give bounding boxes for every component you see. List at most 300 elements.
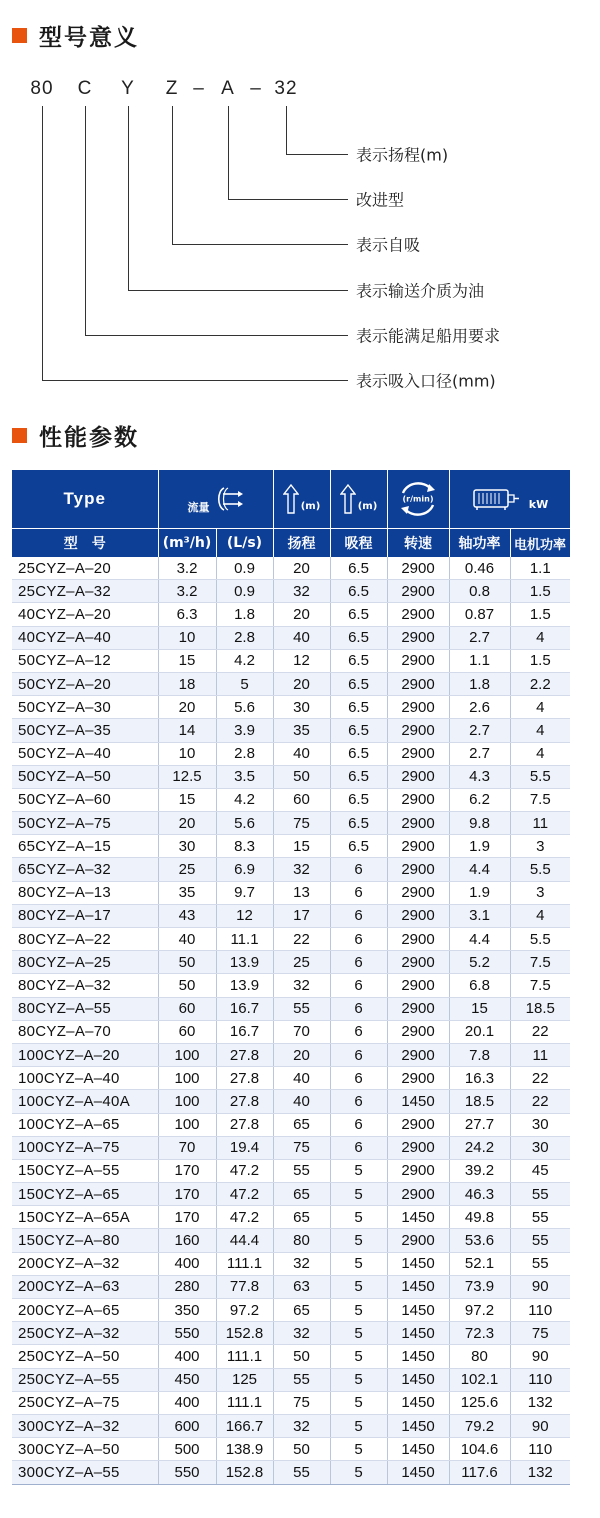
cell-shaft-power: 39.2 (449, 1159, 510, 1182)
cell-flow-m3h: 550 (158, 1461, 216, 1484)
cell-flow-ls: 9.7 (216, 881, 273, 904)
cell-head: 32 (273, 1252, 330, 1275)
cell-flow-ls: 11.1 (216, 928, 273, 951)
cell-model: 40CYZ–A–20 (12, 603, 158, 626)
cell-shaft-power: 16.3 (449, 1067, 510, 1090)
cell-suction: 6.5 (330, 765, 387, 788)
connector-line (228, 199, 348, 200)
cell-shaft-power: 1.8 (449, 672, 510, 695)
cell-suction: 5 (330, 1438, 387, 1461)
table-row (12, 580, 570, 603)
cell-head: 75 (273, 812, 330, 835)
cell-flow-ls: 6.9 (216, 858, 273, 881)
cell-suction: 6.5 (330, 742, 387, 765)
cell-flow-ls: 111.1 (216, 1252, 273, 1275)
code-part-diameter: 80 (30, 78, 54, 99)
table-row (12, 788, 570, 811)
code-part-a: A (221, 78, 235, 99)
cell-model: 100CYZ–A–20 (12, 1043, 158, 1066)
table-row (12, 1183, 570, 1206)
cell-speed: 2900 (387, 788, 449, 811)
cell-head: 32 (273, 1322, 330, 1345)
cell-shaft-power: 49.8 (449, 1206, 510, 1229)
cell-motor-power: 11 (510, 812, 570, 835)
cell-speed: 2900 (387, 1159, 449, 1182)
cell-suction: 6.5 (330, 696, 387, 719)
cell-suction: 5 (330, 1322, 387, 1345)
table-row (12, 1113, 570, 1136)
cell-model: 100CYZ–A–65 (12, 1113, 158, 1136)
cell-suction: 6 (330, 1136, 387, 1159)
cell-flow-ls: 152.8 (216, 1461, 273, 1484)
cell-shaft-power: 4.4 (449, 928, 510, 951)
connector-line (42, 380, 348, 381)
cell-suction: 6 (330, 881, 387, 904)
cell-flow-ls: 47.2 (216, 1206, 273, 1229)
table-row (12, 1461, 570, 1484)
cell-flow-ls: 16.7 (216, 1020, 273, 1043)
cell-speed: 2900 (387, 974, 449, 997)
cell-head: 65 (273, 1299, 330, 1322)
cell-shaft-power: 1.1 (449, 649, 510, 672)
cell-model: 65CYZ–A–15 (12, 835, 158, 858)
cell-motor-power: 3 (510, 835, 570, 858)
table-row (12, 1229, 570, 1252)
cell-flow-m3h: 170 (158, 1206, 216, 1229)
cell-speed: 2900 (387, 649, 449, 672)
cell-model: 80CYZ–A–32 (12, 974, 158, 997)
cell-shaft-power: 104.6 (449, 1438, 510, 1461)
cell-flow-m3h: 170 (158, 1159, 216, 1182)
section-title-performance (12, 420, 139, 450)
code-part-head: 32 (274, 78, 298, 99)
cell-flow-m3h: 400 (158, 1345, 216, 1368)
cell-shaft-power: 2.7 (449, 719, 510, 742)
cell-shaft-power: 24.2 (449, 1136, 510, 1159)
cell-head: 60 (273, 788, 330, 811)
cell-flow-ls: 47.2 (216, 1183, 273, 1206)
cell-model: 250CYZ–A–50 (12, 1345, 158, 1368)
cell-head: 32 (273, 580, 330, 603)
cell-flow-m3h: 3.2 (158, 557, 216, 580)
cell-speed: 1450 (387, 1368, 449, 1391)
table-row (12, 1275, 570, 1298)
cell-suction: 6.5 (330, 788, 387, 811)
cell-shaft-power: 4.4 (449, 858, 510, 881)
cell-suction: 6 (330, 858, 387, 881)
cell-head: 50 (273, 1438, 330, 1461)
cell-suction: 6.5 (330, 649, 387, 672)
code-part-dash-2: – (250, 78, 262, 99)
cell-shaft-power: 20.1 (449, 1020, 510, 1043)
flow-label: 流量 (187, 501, 210, 514)
cell-motor-power: 110 (510, 1299, 570, 1322)
cell-shaft-power: 27.7 (449, 1113, 510, 1136)
table-row (12, 835, 570, 858)
cell-shaft-power: 0.87 (449, 603, 510, 626)
cell-head: 12 (273, 649, 330, 672)
table-header-names-row (12, 529, 570, 558)
cell-flow-ls: 166.7 (216, 1414, 273, 1437)
cell-motor-power: 30 (510, 1136, 570, 1159)
cell-shaft-power: 5.2 (449, 951, 510, 974)
cell-suction: 5 (330, 1345, 387, 1368)
speed-unit: (r/min) (402, 494, 434, 504)
cell-model: 50CYZ–A–35 (12, 719, 158, 742)
cell-flow-m3h: 170 (158, 1183, 216, 1206)
cell-suction: 6 (330, 1067, 387, 1090)
cell-shaft-power: 52.1 (449, 1252, 510, 1275)
section-title-text: 型号意义 (39, 24, 139, 51)
cell-speed: 2900 (387, 626, 449, 649)
cell-speed: 2900 (387, 812, 449, 835)
cell-model: 80CYZ–A–70 (12, 1020, 158, 1043)
col-header-flow-ls: (L/s) (216, 529, 273, 558)
connector-line (85, 335, 348, 336)
cell-shaft-power: 9.8 (449, 812, 510, 835)
table-header-icons-row (12, 470, 570, 529)
cell-speed: 2900 (387, 1136, 449, 1159)
cell-motor-power: 1.5 (510, 603, 570, 626)
desc-improved: 改进型 (356, 190, 405, 210)
table-row (12, 1136, 570, 1159)
desc-oil-medium: 表示输送介质为油 (356, 281, 485, 301)
cell-flow-m3h: 50 (158, 951, 216, 974)
cell-suction: 5 (330, 1229, 387, 1252)
cell-suction: 6 (330, 974, 387, 997)
cell-suction: 5 (330, 1414, 387, 1437)
cell-shaft-power: 46.3 (449, 1183, 510, 1206)
cell-motor-power: 90 (510, 1414, 570, 1437)
cell-head: 30 (273, 696, 330, 719)
cell-motor-power: 22 (510, 1090, 570, 1113)
cell-model: 200CYZ–A–32 (12, 1252, 158, 1275)
cell-head: 65 (273, 1206, 330, 1229)
cell-suction: 6.5 (330, 557, 387, 580)
cell-motor-power: 5.5 (510, 765, 570, 788)
cell-head: 22 (273, 928, 330, 951)
cell-model: 50CYZ–A–75 (12, 812, 158, 835)
cell-head: 13 (273, 881, 330, 904)
section-title-model-meaning (12, 20, 139, 50)
connector-line (172, 244, 348, 245)
cell-speed: 2900 (387, 1043, 449, 1066)
cell-speed: 2900 (387, 672, 449, 695)
cell-head: 20 (273, 603, 330, 626)
cell-motor-power: 4 (510, 719, 570, 742)
cell-flow-ls: 97.2 (216, 1299, 273, 1322)
cell-motor-power: 22 (510, 1020, 570, 1043)
table-row (12, 672, 570, 695)
head-unit: (m) (300, 500, 321, 512)
cell-motor-power: 18.5 (510, 997, 570, 1020)
cell-speed: 1450 (387, 1438, 449, 1461)
cell-speed: 1450 (387, 1322, 449, 1345)
cell-flow-ls: 0.9 (216, 580, 273, 603)
cell-suction: 6 (330, 1043, 387, 1066)
cell-speed: 2900 (387, 603, 449, 626)
cell-head: 65 (273, 1183, 330, 1206)
cell-motor-power: 55 (510, 1252, 570, 1275)
cell-flow-m3h: 12.5 (158, 765, 216, 788)
cell-head: 32 (273, 974, 330, 997)
cell-model: 25CYZ–A–32 (12, 580, 158, 603)
cell-shaft-power: 1.9 (449, 835, 510, 858)
cell-speed: 2900 (387, 997, 449, 1020)
cell-suction: 5 (330, 1299, 387, 1322)
cell-suction: 6.5 (330, 719, 387, 742)
cell-shaft-power: 125.6 (449, 1391, 510, 1414)
cell-speed: 2900 (387, 928, 449, 951)
cell-model: 80CYZ–A–17 (12, 904, 158, 927)
connector-line (128, 106, 129, 291)
cell-head: 50 (273, 765, 330, 788)
cell-flow-ls: 13.9 (216, 951, 273, 974)
type-header (12, 470, 158, 529)
cell-speed: 1450 (387, 1206, 449, 1229)
cell-flow-m3h: 18 (158, 672, 216, 695)
cell-flow-m3h: 100 (158, 1043, 216, 1066)
cell-flow-ls: 44.4 (216, 1229, 273, 1252)
cell-head: 50 (273, 1345, 330, 1368)
cell-suction: 5 (330, 1159, 387, 1182)
table-row (12, 1391, 570, 1414)
cell-flow-m3h: 100 (158, 1113, 216, 1136)
cell-shaft-power: 53.6 (449, 1229, 510, 1252)
connector-line (228, 106, 229, 200)
cell-motor-power: 90 (510, 1345, 570, 1368)
cell-model: 80CYZ–A–55 (12, 997, 158, 1020)
cell-flow-m3h: 40 (158, 928, 216, 951)
cell-model: 250CYZ–A–55 (12, 1368, 158, 1391)
cell-model: 150CYZ–A–65A (12, 1206, 158, 1229)
desc-marine: 表示能满足船用要求 (356, 326, 501, 346)
cell-speed: 2900 (387, 765, 449, 788)
table-row (12, 974, 570, 997)
cell-shaft-power: 79.2 (449, 1414, 510, 1437)
table-row (12, 997, 570, 1020)
cell-flow-m3h: 400 (158, 1391, 216, 1414)
orange-square-icon (12, 28, 27, 43)
cell-flow-ls: 125 (216, 1368, 273, 1391)
cell-motor-power: 1.1 (510, 557, 570, 580)
cell-model: 150CYZ–A–65 (12, 1183, 158, 1206)
col-header-head: 扬程 (273, 529, 330, 558)
cell-motor-power: 30 (510, 1113, 570, 1136)
model-code-diagram (0, 70, 600, 400)
cell-motor-power: 7.5 (510, 951, 570, 974)
connector-line (286, 154, 348, 155)
cell-head: 40 (273, 1090, 330, 1113)
table-row (12, 904, 570, 927)
cell-flow-ls: 27.8 (216, 1090, 273, 1113)
cell-speed: 2900 (387, 742, 449, 765)
suction-header (330, 470, 387, 529)
cell-motor-power: 55 (510, 1183, 570, 1206)
cell-speed: 2900 (387, 951, 449, 974)
cell-flow-ls: 5 (216, 672, 273, 695)
cell-flow-ls: 5.6 (216, 696, 273, 719)
cell-motor-power: 132 (510, 1391, 570, 1414)
cell-speed: 1450 (387, 1345, 449, 1368)
cell-flow-m3h: 20 (158, 812, 216, 835)
cell-flow-m3h: 600 (158, 1414, 216, 1437)
cell-flow-m3h: 10 (158, 742, 216, 765)
cell-model: 250CYZ–A–32 (12, 1322, 158, 1345)
cell-motor-power: 7.5 (510, 788, 570, 811)
cell-motor-power: 2.2 (510, 672, 570, 695)
cell-motor-power: 11 (510, 1043, 570, 1066)
cell-motor-power: 55 (510, 1229, 570, 1252)
cell-shaft-power: 0.8 (449, 580, 510, 603)
cell-motor-power: 110 (510, 1438, 570, 1461)
cell-model: 300CYZ–A–50 (12, 1438, 158, 1461)
cell-head: 55 (273, 1368, 330, 1391)
cell-flow-ls: 16.7 (216, 997, 273, 1020)
performance-table (12, 470, 571, 1485)
connector-line (172, 106, 173, 245)
cell-model: 300CYZ–A–55 (12, 1461, 158, 1484)
cell-motor-power: 75 (510, 1322, 570, 1345)
cell-flow-ls: 1.8 (216, 603, 273, 626)
connector-line (286, 106, 287, 155)
cell-flow-m3h: 15 (158, 788, 216, 811)
cell-flow-m3h: 50 (158, 974, 216, 997)
cell-head: 70 (273, 1020, 330, 1043)
cell-suction: 6.5 (330, 580, 387, 603)
cell-model: 200CYZ–A–63 (12, 1275, 158, 1298)
cell-head: 32 (273, 858, 330, 881)
cell-model: 50CYZ–A–40 (12, 742, 158, 765)
cell-model: 50CYZ–A–20 (12, 672, 158, 695)
cell-flow-ls: 4.2 (216, 649, 273, 672)
cell-shaft-power: 6.2 (449, 788, 510, 811)
table-row (12, 1159, 570, 1182)
cell-flow-m3h: 25 (158, 858, 216, 881)
cell-speed: 2900 (387, 1020, 449, 1043)
table-body (12, 557, 570, 1484)
cell-flow-m3h: 550 (158, 1322, 216, 1345)
desc-head: 表示扬程(m) (356, 145, 449, 165)
cell-suction: 6.5 (330, 603, 387, 626)
cell-flow-ls: 2.8 (216, 742, 273, 765)
cell-model: 150CYZ–A–80 (12, 1229, 158, 1252)
cell-flow-ls: 47.2 (216, 1159, 273, 1182)
motor-icon (471, 486, 521, 512)
cell-motor-power: 4 (510, 904, 570, 927)
cell-flow-ls: 13.9 (216, 974, 273, 997)
cell-shaft-power: 3.1 (449, 904, 510, 927)
table-row (12, 951, 570, 974)
cell-flow-m3h: 14 (158, 719, 216, 742)
cell-suction: 6.5 (330, 812, 387, 835)
cell-head: 35 (273, 719, 330, 742)
cell-flow-ls: 27.8 (216, 1113, 273, 1136)
cell-suction: 5 (330, 1275, 387, 1298)
cell-flow-ls: 0.9 (216, 557, 273, 580)
cell-speed: 2900 (387, 580, 449, 603)
cell-model: 50CYZ–A–50 (12, 765, 158, 788)
cell-speed: 1450 (387, 1090, 449, 1113)
cell-flow-ls: 152.8 (216, 1322, 273, 1345)
col-header-model: 型 号 (12, 529, 158, 558)
cell-motor-power: 5.5 (510, 858, 570, 881)
cell-speed: 2900 (387, 719, 449, 742)
flow-icon (214, 485, 244, 513)
cell-suction: 5 (330, 1183, 387, 1206)
cell-suction: 5 (330, 1461, 387, 1484)
cell-shaft-power: 0.46 (449, 557, 510, 580)
cell-flow-m3h: 15 (158, 649, 216, 672)
cell-suction: 6 (330, 951, 387, 974)
table-row (12, 1414, 570, 1437)
cell-model: 100CYZ–A–40A (12, 1090, 158, 1113)
section-title-text: 性能参数 (39, 424, 139, 451)
cell-flow-m3h: 280 (158, 1275, 216, 1298)
cell-head: 75 (273, 1391, 330, 1414)
cell-suction: 5 (330, 1368, 387, 1391)
cell-shaft-power: 15 (449, 997, 510, 1020)
cell-model: 100CYZ–A–40 (12, 1067, 158, 1090)
power-unit: kW (528, 497, 549, 511)
cell-suction: 6.5 (330, 672, 387, 695)
cell-suction: 6 (330, 928, 387, 951)
table-row (12, 1368, 570, 1391)
cell-model: 50CYZ–A–12 (12, 649, 158, 672)
cell-model: 50CYZ–A–60 (12, 788, 158, 811)
cell-flow-ls: 8.3 (216, 835, 273, 858)
cell-model: 150CYZ–A–55 (12, 1159, 158, 1182)
cell-flow-m3h: 350 (158, 1299, 216, 1322)
cell-model: 300CYZ–A–32 (12, 1414, 158, 1437)
cell-head: 40 (273, 1067, 330, 1090)
cell-shaft-power: 73.9 (449, 1275, 510, 1298)
cell-suction: 5 (330, 1206, 387, 1229)
cell-head: 55 (273, 1461, 330, 1484)
cell-speed: 1450 (387, 1252, 449, 1275)
cell-motor-power: 45 (510, 1159, 570, 1182)
cell-speed: 2900 (387, 696, 449, 719)
cell-suction: 6 (330, 1090, 387, 1113)
cell-flow-ls: 3.5 (216, 765, 273, 788)
cell-head: 40 (273, 742, 330, 765)
cell-motor-power: 4 (510, 626, 570, 649)
cell-flow-m3h: 43 (158, 904, 216, 927)
cell-flow-ls: 111.1 (216, 1391, 273, 1414)
cell-suction: 6.5 (330, 626, 387, 649)
cell-motor-power: 22 (510, 1067, 570, 1090)
power-header (449, 470, 570, 529)
cell-speed: 1450 (387, 1391, 449, 1414)
cell-shaft-power: 72.3 (449, 1322, 510, 1345)
cell-flow-m3h: 100 (158, 1067, 216, 1090)
cell-shaft-power: 97.2 (449, 1299, 510, 1322)
table-row (12, 1252, 570, 1275)
cell-suction: 6 (330, 997, 387, 1020)
cell-flow-ls: 27.8 (216, 1043, 273, 1066)
table-row (12, 1322, 570, 1345)
table-row (12, 812, 570, 835)
cell-head: 40 (273, 626, 330, 649)
desc-self-priming: 表示自吸 (356, 235, 421, 255)
cell-flow-m3h: 20 (158, 696, 216, 719)
cell-shaft-power: 117.6 (449, 1461, 510, 1484)
table-row (12, 1438, 570, 1461)
cell-flow-ls: 5.6 (216, 812, 273, 835)
cell-shaft-power: 7.8 (449, 1043, 510, 1066)
suction-arrow-icon (340, 484, 356, 514)
cell-model: 80CYZ–A–25 (12, 951, 158, 974)
